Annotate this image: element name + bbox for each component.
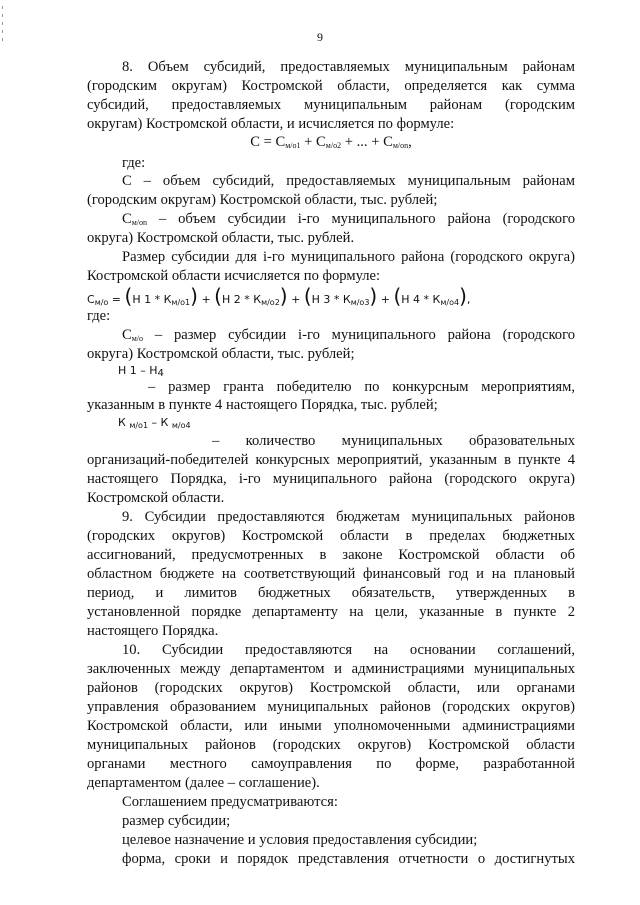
def-c-line-1: С – объем субсидий, предоставляемых муниципальным районам <box>122 173 575 189</box>
p10-line-3: районов (городских округов) Костромской области, или органами <box>87 680 575 696</box>
p8-line-1: 8. Объем субсидий, предоставляемых муниципальным районам <box>122 59 575 75</box>
p10-line-4: управления образованием муниципальных районов (городских округов) <box>87 699 575 715</box>
p9-line-1: 9. Субсидии предоставляются бюджетам муниципальных районов <box>122 509 575 525</box>
def-cmo-line-1: $С_{м/о}$ – размер субсидии i-го муниципального района (городского <box>122 327 576 343</box>
p8-line-4: округам) Костромской области, и исчисляется по формуле: <box>87 116 455 132</box>
p10-line-5: Костромской области, или иными уполномоченными администрациями <box>87 718 575 734</box>
def-k-line-3: настоящего Порядка, i-го муниципального района (городского округа) <box>87 471 575 487</box>
def-k-line-1: – количество муниципальных образовательных <box>212 433 575 449</box>
def-k-line-2: организаций-победителей конкурсных мероприятий, указанным в пункте 4 <box>87 452 575 468</box>
def-cmo-line-2: округа) Костромской области, тыс. рублей; <box>87 346 355 362</box>
cmo-symbol: $С_{м/о}$ <box>122 327 144 343</box>
cmon-symbol: $С_{м/оn}$ <box>122 211 148 227</box>
p10-line-1: 10. Субсидии предоставляются на основании соглашений, <box>122 642 575 658</box>
margin-tick <box>2 6 3 9</box>
def-cmon-line-1: $С_{м/оn}$ – объем субсидии i-го муниципального района (городского <box>122 211 575 227</box>
size-line-1: Размер субсидии для i-го муниципального района (городского округа) <box>122 249 575 265</box>
size-line-2: Костромской области исчисляется по формуле: <box>87 268 381 284</box>
p9-line-2: (городских округов) Костромской области в пределах бюджетных <box>87 528 575 544</box>
p10-line-7: органами местного самоуправления по форме, разработанной <box>87 756 575 772</box>
p8-line-3: субсидий, предоставляемых муниципальным районам (городским <box>87 97 575 113</box>
p9-line-6: установленной порядке департаменту на цели, указанные в пункте 2 <box>87 604 575 620</box>
h-symbol: Н $1 - Н_4$ <box>118 364 164 379</box>
p10-line-8: департаментом (далее – соглашение). <box>87 775 320 791</box>
def-c-line-2: (городским округам) Костромской области, тыс. рублей; <box>87 192 438 208</box>
def-k-line-4: Костромской области. <box>87 490 225 506</box>
formula-total: $C = C_{м/о1} + C_{м/о2}$ + ... + $C_{м/оn}$, <box>250 134 412 150</box>
def-cmon-line-2: округа) Костромской области, тыс. рублей. <box>87 230 355 246</box>
agreement-item-3: форма, сроки и порядок представления отчетности о достигнутых <box>122 851 575 867</box>
p10-line-6: муниципальных районов (городских округов) Костромской области <box>87 737 575 753</box>
margin-tick <box>2 22 3 25</box>
page-number: 9 <box>317 30 323 44</box>
def-h-line-2: указанным в пункте 4 настоящего Порядка, тыс. рублей; <box>87 397 438 413</box>
agreement-intro: Соглашением предусматриваются: <box>122 794 338 810</box>
where-label-2: где: <box>87 308 111 324</box>
k-symbol: К $_{м/о1}$ – К $_{м/о4}$ <box>118 416 191 430</box>
formula-district: $С_{м/о} = (Н$ $1 * К_{м/о1}) + (Н$ $2 * К_{м/о2}) + (Н$ $3 * К_{м/о3}) + (Н$ $4 * К_{м/о4}$), <box>87 284 471 308</box>
agreement-item-2: целевое назначение и условия предоставления субсидии; <box>122 832 478 848</box>
p9-line-5: период, и лимитов бюджетных обязательств, утвержденных в <box>87 585 575 601</box>
p9-line-7: настоящего Порядка. <box>87 623 219 639</box>
agreement-item-1: размер субсидии; <box>122 813 231 829</box>
def-h-line-1: – размер гранта победителю по конкурсным мероприятиям, <box>148 379 575 395</box>
p9-line-3: ассигнований, предусмотренных в законе Костромской области об <box>87 547 575 563</box>
where-label-1: где: <box>122 155 146 171</box>
p9-line-4: областном бюджете на соответствующий финансовый год и на плановый <box>87 566 575 582</box>
p8-line-2: (городским округам) Костромской области, определяется как сумма <box>87 78 575 94</box>
margin-tick <box>2 14 3 17</box>
p10-line-2: заключенных между департаментом и администрациями муниципальных <box>87 661 575 677</box>
